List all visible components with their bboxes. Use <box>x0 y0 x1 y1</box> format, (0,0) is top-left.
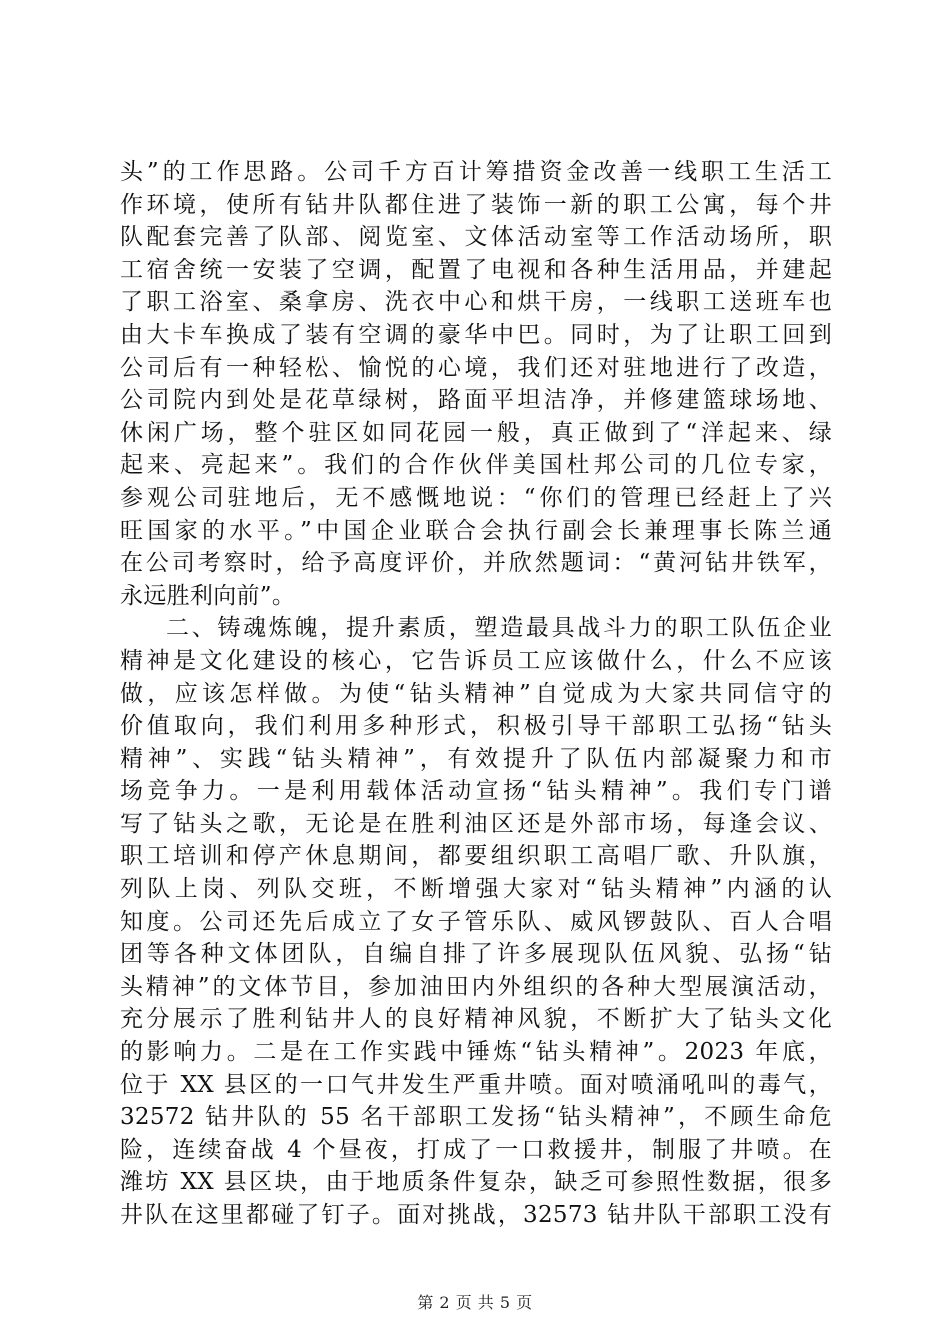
text-line: 险，连续奋战 4 个昼夜，打成了一口救援井，制服了井喷。在 <box>120 1136 832 1163</box>
text-line: 休闲广场，整个驻区如同花园一般，真正做到了“洋起来、绿 <box>120 419 832 446</box>
text-line: 作环境，使所有钻井队都住进了装饰一新的职工公寓，每个井 <box>120 191 832 218</box>
text-line: 在公司考察时，给予高度评价，并欣然题词：“黄河钻井铁军， <box>120 550 832 577</box>
text-line: 团等各种文体团队，自编自排了许多展现队伍风貌、弘扬“钻 <box>120 941 832 968</box>
text-line: 精神”、实践“钻头精神”，有效提升了队伍内部凝聚力和市 <box>120 745 832 772</box>
text-line: 充分展示了胜利钻井人的良好精神风貌，不断扩大了钻头文化 <box>120 1006 832 1033</box>
text-line: 工宿舍统一安装了空调，配置了电视和各种生活用品，并建起 <box>120 256 832 283</box>
text-line: 职工培训和停产休息期间，都要组织职工高唱厂歌、升队旗， <box>120 843 832 870</box>
text-line: 由大卡车换成了装有空调的豪华中巴。同时，为了让职工回到 <box>120 321 832 348</box>
text-line: 32572 钻井队的 55 名干部职工发扬“钻头精神”，不顾生命危 <box>120 1104 832 1131</box>
text-line: 场竞争力。一是利用载体活动宣扬“钻头精神”。我们专门谱 <box>120 778 832 805</box>
text-line: 知度。公司还先后成立了女子管乐队、威风锣鼓队、百人合唱 <box>120 908 832 935</box>
page-footer <box>0 1292 950 1314</box>
text-line: 公司院内到处是花草绿树，路面平坦洁净，并修建篮球场地、 <box>120 387 832 414</box>
text-line: 起来、亮起来”。我们的合作伙伴美国杜邦公司的几位专家， <box>120 452 832 479</box>
text-line: 头精神”的文体节目，参加油田内外组织的各种大型展演活动， <box>120 973 832 1000</box>
body-text <box>120 156 832 1232</box>
page-number: 第 2 页 共 5 页 <box>417 1293 533 1312</box>
text-line: 做，应该怎样做。为使“钻头精神”自觉成为大家共同信守的 <box>120 680 832 707</box>
text-line: 队配套完善了队部、阅览室、文体活动室等工作活动场所，职 <box>120 224 832 251</box>
text-line: 位于 XX 县区的一口气井发生严重井喷。面对喷涌吼叫的毒气， <box>120 1071 832 1098</box>
text-line: 精神是文化建设的核心，它告诉员工应该做什么，什么不应该 <box>120 647 832 674</box>
section-heading-line: 二、铸魂炼魄，提升素质，塑造最具战斗力的职工队伍企业 <box>166 615 832 642</box>
text-line: 参观公司驻地后，无不感慨地说：“你们的管理已经赶上了兴 <box>120 484 832 511</box>
text-line: 井队在这里都碰了钉子。面对挑战，32573 钻井队干部职工没有 <box>120 1202 832 1228</box>
text-line: 写了钻头之歌，无论是在胜利油区还是外部市场，每逢会议、 <box>120 810 832 837</box>
text-line: 永远胜利向前”。 <box>120 582 296 609</box>
text-line: 头”的工作思路。公司千方百计筹措资金改善一线职工生活工 <box>120 159 832 185</box>
text-line: 了职工浴室、桑拿房、洗衣中心和烘干房，一线职工送班车也 <box>120 289 832 316</box>
text-line: 的影响力。二是在工作实践中锤炼“钻头精神”。2023 年底， <box>120 1039 832 1066</box>
text-line: 价值取向，我们利用多种形式，积极引导干部职工弘扬“钻头 <box>120 713 832 740</box>
text-line: 潍坊 XX 县区块，由于地质条件复杂，缺乏可参照性数据，很多 <box>120 1169 832 1196</box>
text-line: 列队上岗、列队交班，不断增强大家对“钻头精神”内涵的认 <box>120 876 832 903</box>
text-line: 公司后有一种轻松、愉悦的心境，我们还对驻地进行了改造， <box>120 354 832 381</box>
text-line: 旺国家的水平。”中国企业联合会执行副会长兼理事长陈兰通 <box>120 517 832 544</box>
